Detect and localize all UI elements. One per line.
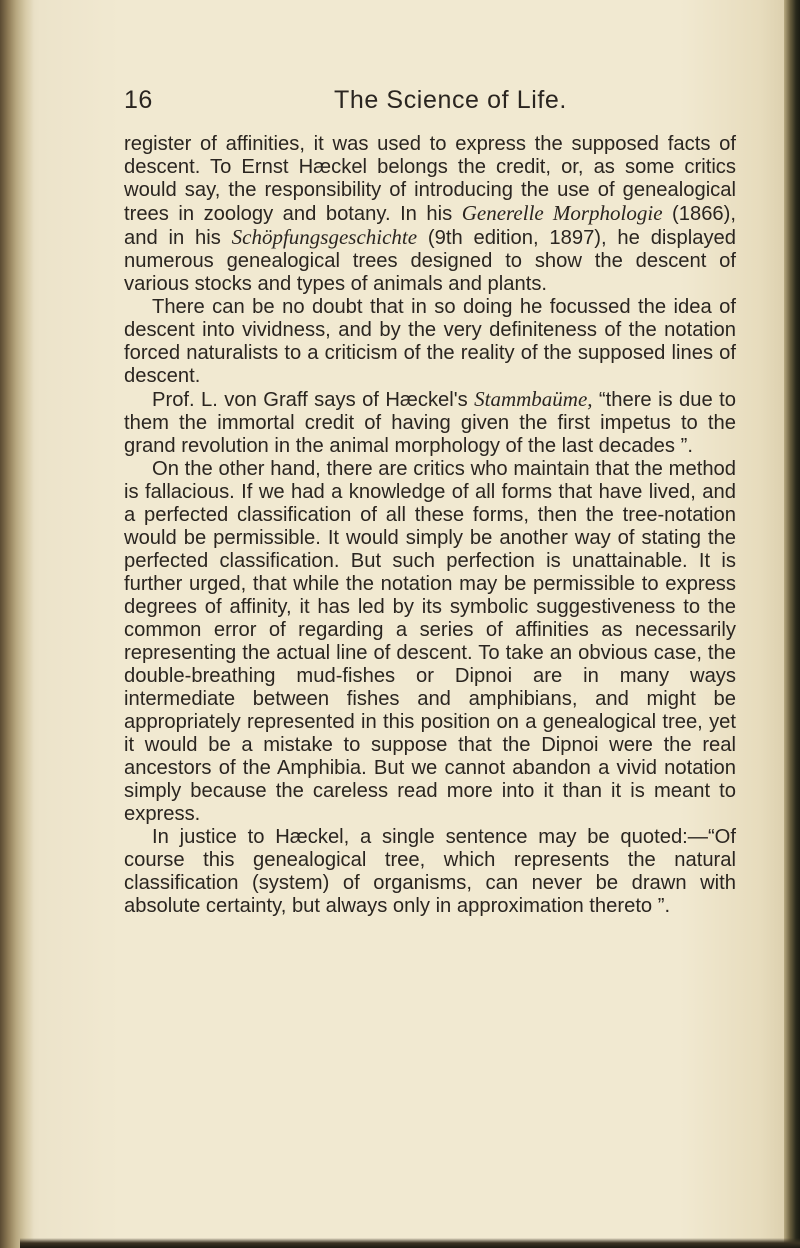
body-text (124, 133, 736, 918)
text-segment: “there is due to them the immortal credit of having given the first impetus to the grand revolution in the animal morphology of the last decades ”. (124, 389, 736, 457)
text-segment: register of affinities, it was used to express the supposed facts of descent. To Ernst Hæckel belongs the credit, or, as some critics would say, the responsibility of introducing the use of genealogical trees in zoology and botany. In his (124, 133, 736, 225)
book-title-italic: Generelle Morphologie (461, 201, 663, 225)
running-title: The Science of Life. (334, 86, 567, 114)
page-number: 16 (124, 86, 153, 114)
page-binding-edge (0, 0, 34, 1248)
text-segment: There can be no doubt that in so doing he focussed the idea of descent into vividness, and by the very definiteness of the notation forced naturalists to a criticism of the reality of the supposed lines of descent. (124, 296, 736, 387)
page-bottom-edge (20, 1238, 800, 1248)
book-title-italic: Schöpfungsgeschichte (231, 225, 418, 249)
paragraph-3 (124, 388, 736, 458)
text-segment: Prof. L. von Graff says of Hæckel's (152, 389, 475, 411)
paragraph-1 (124, 133, 736, 296)
paragraph-2 (124, 296, 736, 388)
page-right-edge (784, 0, 800, 1248)
text-segment: (9th edition, 1897), he displayed numerous genealogical trees designed to show the descent of various stocks and types of animals and plants. (124, 227, 736, 295)
text-segment: (1866), and in his (124, 203, 736, 249)
paragraph-4 (124, 458, 736, 826)
paragraph-5 (124, 826, 736, 918)
text-segment: On the other hand, there are critics who maintain that the method is fallacious. If we had a knowledge of all forms that have lived, and a perfected classification of all these forms, then the tree-notation would be permissible. It would simply be another way of stating the perfected classification. But such perfection is unattainable. It is further urged, that while the notation may be permissible to express degrees of affinity, it has led by its symbolic suggestiveness to the common error of regarding a series of affinities as necessarily representing the actual line of descent. To take an obvious case, the double-breathing mud-fishes or Dipnoi are in many ways intermediate between fishes and amphibians, and might be appropriately represented in this position on a genealogical tree, yet it would be a mistake to suppose that the Dipnoi were the real ancestors of the Amphibia. But we cannot abandon a vivid notation simply because the careless read more into it than it is meant to express. (124, 458, 736, 825)
text-segment: In justice to Hæckel, a single sentence may be quoted:—“Of course this genealogical tree, which represents the natural classification (system) of organisms, can never be drawn with absolute certainty, but always only in approximation thereto ”. (124, 826, 736, 917)
page-header (124, 86, 744, 126)
book-title-italic: Stammbaüme, (474, 387, 593, 411)
